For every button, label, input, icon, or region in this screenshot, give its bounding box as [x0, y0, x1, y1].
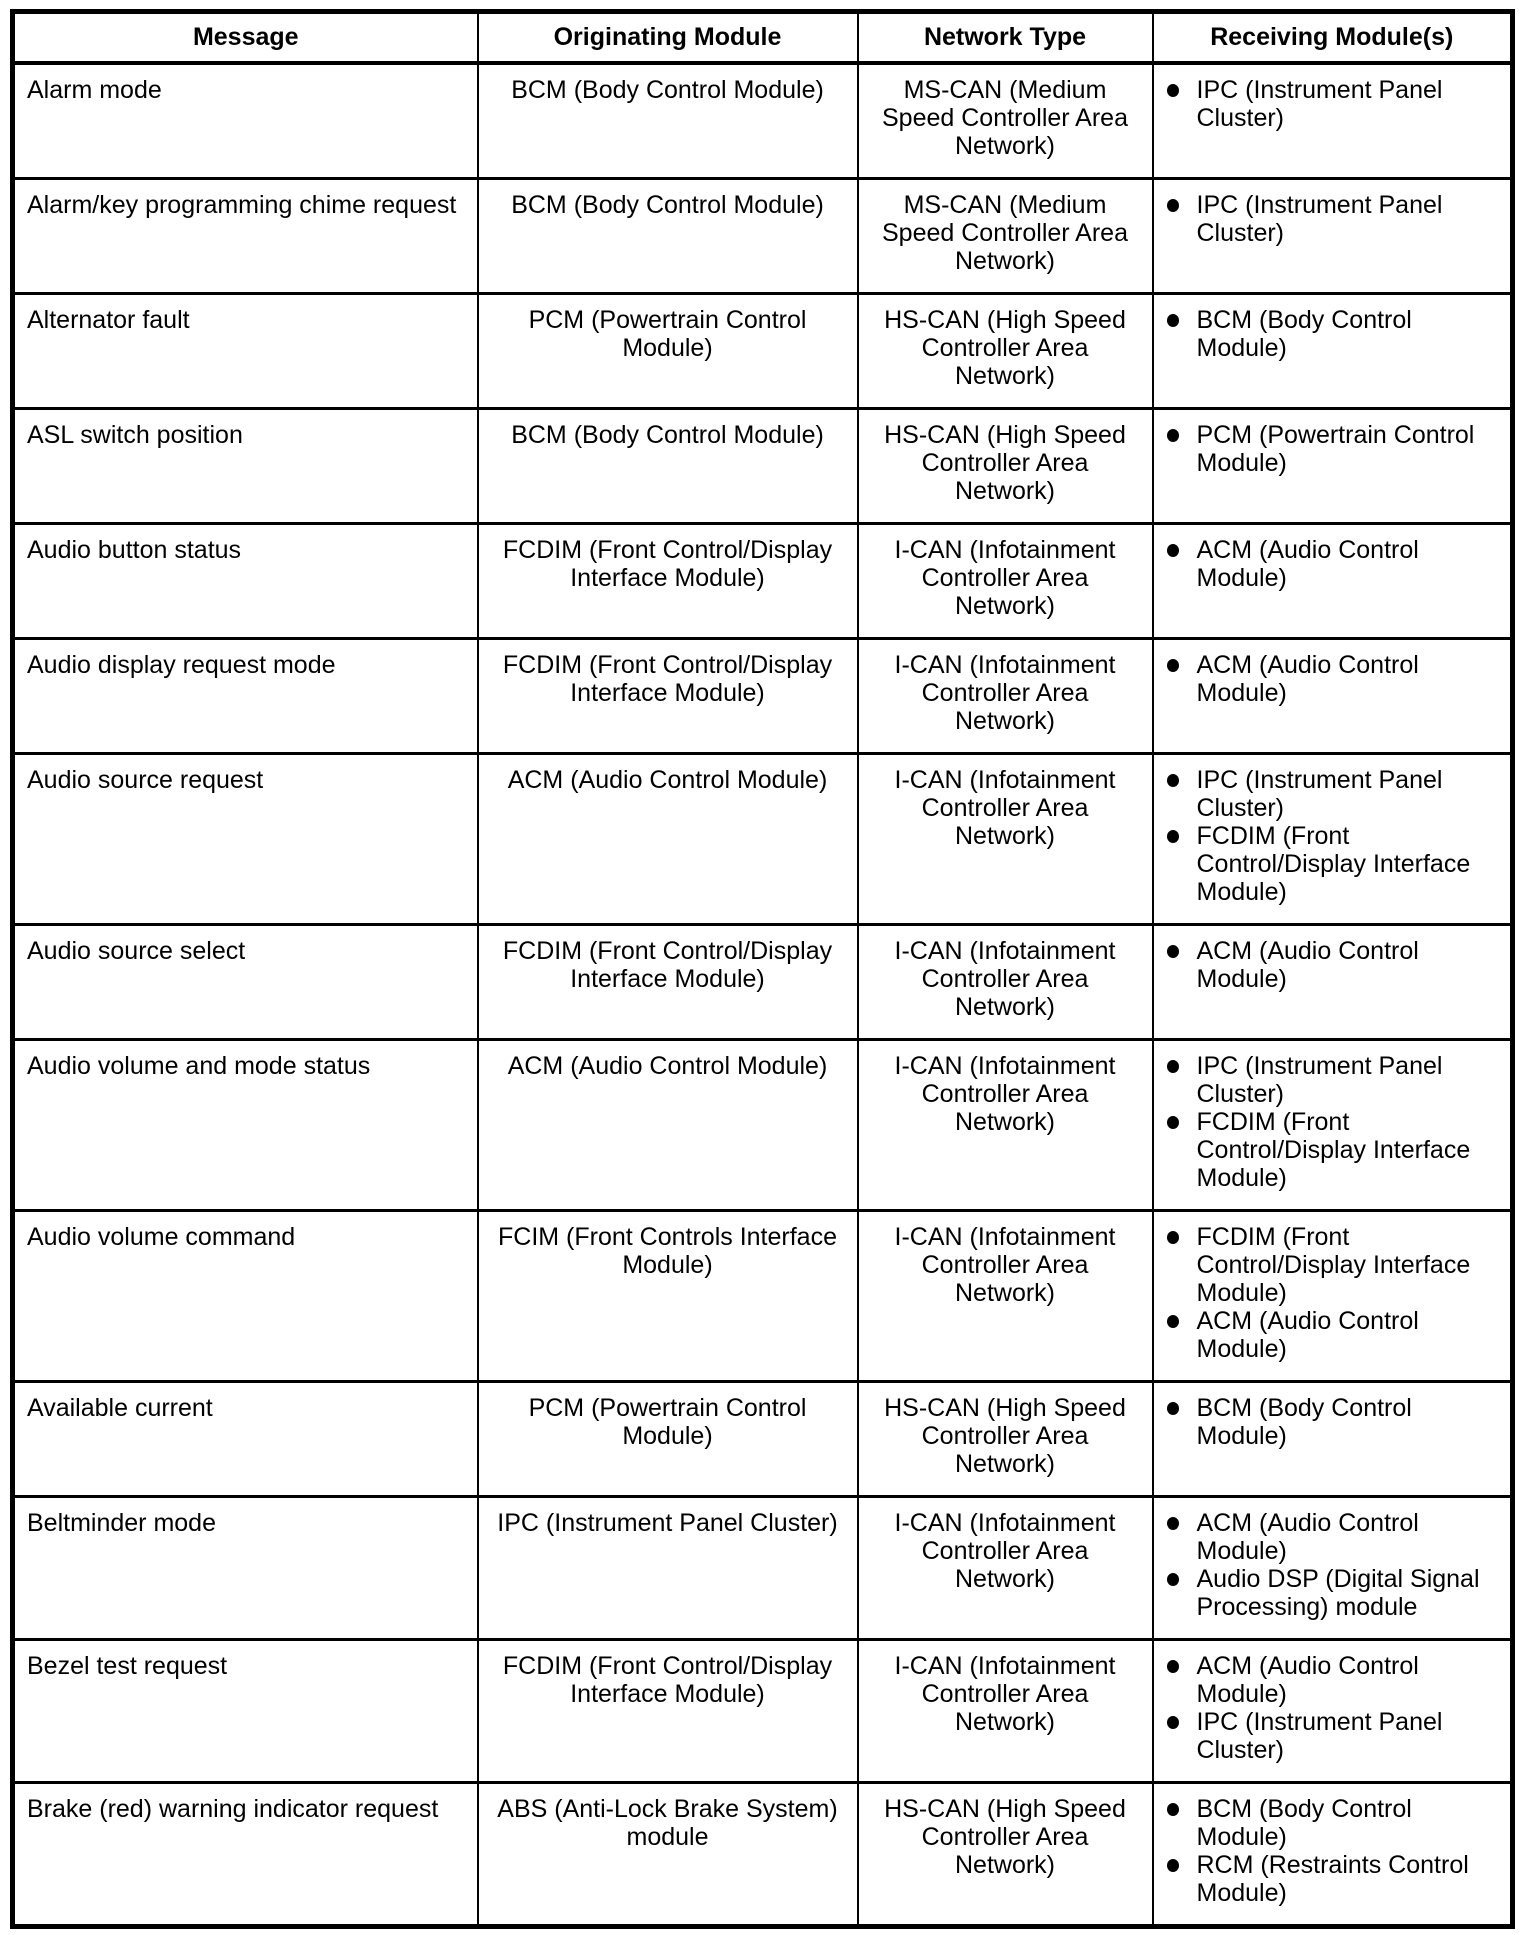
cell-receiving-modules — [1153, 1040, 1513, 1211]
cell-network-type: HS-CAN (High Speed Controller Area Network) — [858, 294, 1153, 409]
cell-receiving-modules — [1153, 1211, 1513, 1382]
cell-message: Beltminder mode — [13, 1497, 478, 1640]
table-header-row — [13, 12, 1513, 64]
column-header-originating-module: Originating Module — [478, 12, 858, 64]
cell-message: Audio source request — [13, 754, 478, 925]
receiving-module-item: BCM (Body Control Module) — [1166, 1394, 1499, 1450]
cell-originating-module: BCM (Body Control Module) — [478, 409, 858, 524]
cell-network-type: HS-CAN (High Speed Controller Area Network) — [858, 409, 1153, 524]
table-row — [13, 1640, 1513, 1783]
table-row — [13, 1040, 1513, 1211]
cell-originating-module: PCM (Powertrain Control Module) — [478, 1382, 858, 1497]
receiving-module-list — [1166, 421, 1499, 477]
table-row — [13, 925, 1513, 1040]
column-header-network-type: Network Type — [858, 12, 1153, 64]
table-body — [13, 63, 1513, 1927]
cell-network-type: I-CAN (Infotainment Controller Area Network) — [858, 925, 1153, 1040]
cell-originating-module: FCDIM (Front Control/Display Interface Module) — [478, 1640, 858, 1783]
cell-message: ASL switch position — [13, 409, 478, 524]
cell-message: Brake (red) warning indicator request — [13, 1783, 478, 1927]
cell-receiving-modules — [1153, 1783, 1513, 1927]
cell-originating-module: ACM (Audio Control Module) — [478, 1040, 858, 1211]
cell-originating-module: BCM (Body Control Module) — [478, 179, 858, 294]
table-row — [13, 1497, 1513, 1640]
cell-network-type: HS-CAN (High Speed Controller Area Network) — [858, 1783, 1153, 1927]
cell-network-type: MS-CAN (Medium Speed Controller Area Network) — [858, 179, 1153, 294]
cell-originating-module: PCM (Powertrain Control Module) — [478, 294, 858, 409]
cell-originating-module: FCDIM (Front Control/Display Interface Module) — [478, 639, 858, 754]
table-row — [13, 179, 1513, 294]
receiving-module-list — [1166, 1652, 1499, 1764]
receiving-module-item: ACM (Audio Control Module) — [1166, 1509, 1499, 1565]
cell-network-type: MS-CAN (Medium Speed Controller Area Network) — [858, 63, 1153, 179]
table-row — [13, 754, 1513, 925]
receiving-module-item: RCM (Restraints Control Module) — [1166, 1851, 1499, 1907]
receiving-module-list — [1166, 1394, 1499, 1450]
cell-message: Alternator fault — [13, 294, 478, 409]
receiving-module-list — [1166, 766, 1499, 906]
cell-message: Audio display request mode — [13, 639, 478, 754]
receiving-module-item: ACM (Audio Control Module) — [1166, 1652, 1499, 1708]
cell-originating-module: ABS (Anti-Lock Brake System) module — [478, 1783, 858, 1927]
cell-originating-module: FCIM (Front Controls Interface Module) — [478, 1211, 858, 1382]
cell-originating-module: BCM (Body Control Module) — [478, 63, 858, 179]
cell-network-type: I-CAN (Infotainment Controller Area Network) — [858, 1497, 1153, 1640]
cell-message: Audio source select — [13, 925, 478, 1040]
cell-message: Bezel test request — [13, 1640, 478, 1783]
cell-receiving-modules — [1153, 1640, 1513, 1783]
cell-message: Alarm/key programming chime request — [13, 179, 478, 294]
cell-receiving-modules — [1153, 639, 1513, 754]
receiving-module-list — [1166, 536, 1499, 592]
receiving-module-item: Audio DSP (Digital Signal Processing) module — [1166, 1565, 1499, 1621]
receiving-module-list — [1166, 76, 1499, 132]
column-header-message: Message — [13, 12, 478, 64]
receiving-module-item: BCM (Body Control Module) — [1166, 1795, 1499, 1851]
receiving-module-item: ACM (Audio Control Module) — [1166, 651, 1499, 707]
cell-receiving-modules — [1153, 524, 1513, 639]
cell-originating-module: ACM (Audio Control Module) — [478, 754, 858, 925]
cell-receiving-modules — [1153, 1497, 1513, 1640]
cell-message: Audio volume and mode status — [13, 1040, 478, 1211]
cell-network-type: I-CAN (Infotainment Controller Area Network) — [858, 754, 1153, 925]
receiving-module-item: IPC (Instrument Panel Cluster) — [1166, 191, 1499, 247]
receiving-module-item: ACM (Audio Control Module) — [1166, 536, 1499, 592]
receiving-module-item: PCM (Powertrain Control Module) — [1166, 421, 1499, 477]
receiving-module-item: FCDIM (Front Control/Display Interface Module) — [1166, 1108, 1499, 1192]
receiving-module-list — [1166, 1795, 1499, 1907]
receiving-module-list — [1166, 651, 1499, 707]
cell-receiving-modules — [1153, 409, 1513, 524]
cell-originating-module: FCDIM (Front Control/Display Interface Module) — [478, 925, 858, 1040]
receiving-module-item: FCDIM (Front Control/Display Interface Module) — [1166, 1223, 1499, 1307]
cell-message: Available current — [13, 1382, 478, 1497]
cell-message: Alarm mode — [13, 63, 478, 179]
cell-receiving-modules — [1153, 179, 1513, 294]
cell-receiving-modules — [1153, 754, 1513, 925]
receiving-module-item: IPC (Instrument Panel Cluster) — [1166, 1052, 1499, 1108]
table-row — [13, 1382, 1513, 1497]
column-header-receiving-modules: Receiving Module(s) — [1153, 12, 1513, 64]
receiving-module-item: BCM (Body Control Module) — [1166, 306, 1499, 362]
network-message-table — [10, 9, 1515, 1929]
cell-receiving-modules — [1153, 63, 1513, 179]
receiving-module-list — [1166, 1223, 1499, 1363]
cell-originating-module: FCDIM (Front Control/Display Interface Module) — [478, 524, 858, 639]
cell-message: Audio volume command — [13, 1211, 478, 1382]
receiving-module-item: ACM (Audio Control Module) — [1166, 937, 1499, 993]
cell-originating-module: IPC (Instrument Panel Cluster) — [478, 1497, 858, 1640]
table-row — [13, 1783, 1513, 1927]
table-row — [13, 639, 1513, 754]
table-row — [13, 63, 1513, 179]
table-row — [13, 294, 1513, 409]
receiving-module-list — [1166, 937, 1499, 993]
cell-network-type: I-CAN (Infotainment Controller Area Network) — [858, 524, 1153, 639]
cell-network-type: HS-CAN (High Speed Controller Area Network) — [858, 1382, 1153, 1497]
receiving-module-list — [1166, 1509, 1499, 1621]
receiving-module-item: IPC (Instrument Panel Cluster) — [1166, 766, 1499, 822]
receiving-module-item: FCDIM (Front Control/Display Interface Module) — [1166, 822, 1499, 906]
cell-network-type: I-CAN (Infotainment Controller Area Network) — [858, 1640, 1153, 1783]
receiving-module-list — [1166, 1052, 1499, 1192]
receiving-module-list — [1166, 191, 1499, 247]
cell-receiving-modules — [1153, 1382, 1513, 1497]
cell-network-type: I-CAN (Infotainment Controller Area Network) — [858, 1211, 1153, 1382]
table-row — [13, 409, 1513, 524]
cell-network-type: I-CAN (Infotainment Controller Area Network) — [858, 1040, 1153, 1211]
cell-receiving-modules — [1153, 925, 1513, 1040]
table-row — [13, 524, 1513, 639]
receiving-module-item: IPC (Instrument Panel Cluster) — [1166, 76, 1499, 132]
receiving-module-item: IPC (Instrument Panel Cluster) — [1166, 1708, 1499, 1764]
cell-message: Audio button status — [13, 524, 478, 639]
receiving-module-item: ACM (Audio Control Module) — [1166, 1307, 1499, 1363]
receiving-module-list — [1166, 306, 1499, 362]
table-row — [13, 1211, 1513, 1382]
cell-receiving-modules — [1153, 294, 1513, 409]
cell-network-type: I-CAN (Infotainment Controller Area Network) — [858, 639, 1153, 754]
